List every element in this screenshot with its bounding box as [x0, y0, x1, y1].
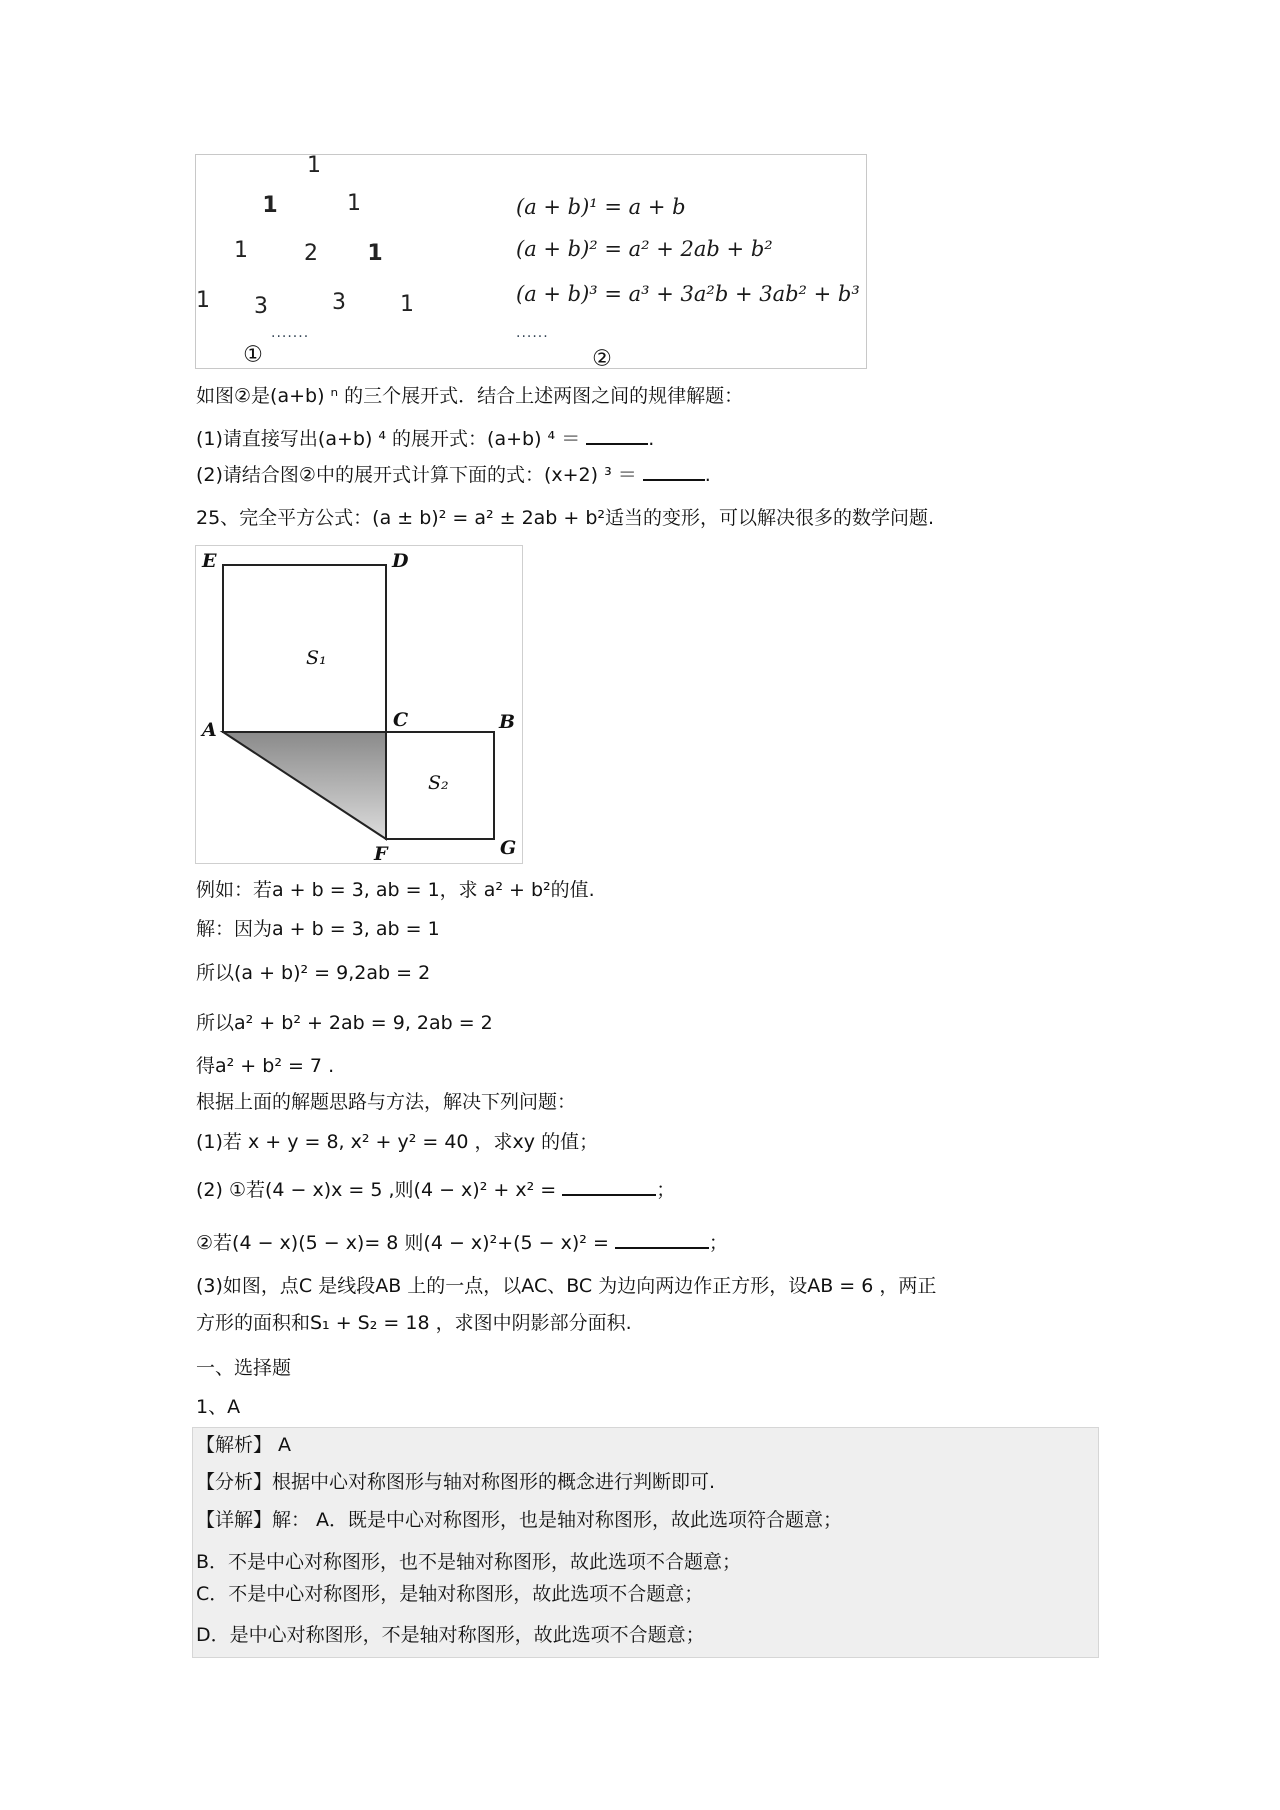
pascal-number: 1	[196, 288, 210, 313]
point-g-label: G	[500, 837, 517, 859]
point-d-label: D	[392, 550, 409, 572]
q24-part1-text: (1)请直接写出(a+b) ⁴ 的展开式：(a+b) ⁴ ＝	[196, 428, 581, 450]
answer-blank[interactable]	[562, 1176, 656, 1196]
pascal-number: 1	[400, 292, 414, 317]
figure-label-2: ②	[592, 346, 612, 372]
answer-number: 1、A	[196, 1396, 241, 1418]
problem-2a-text: (2) ①若(4 − x)x = 5 ,则(4 − x)² + x² =	[196, 1179, 557, 1201]
pascal-number: 2	[304, 241, 318, 266]
analysis-summary: 【分析】根据中心对称图形与轴对称图形的概念进行判断即可.	[196, 1471, 716, 1493]
q24-part2	[196, 461, 711, 487]
semicolon: ；	[656, 1179, 676, 1201]
expansion-1: (a + b)¹ = a + b	[516, 195, 686, 219]
point-c-label: C	[393, 709, 409, 731]
task-intro: 根据上面的解题思路与方法，解决下列问题：	[196, 1091, 577, 1113]
solution-line-4: 得a² + b² = 7 .	[196, 1055, 335, 1077]
period: .	[704, 464, 711, 486]
solution-line-3: 所以a² + b² + 2ab = 9, 2ab = 2	[196, 1012, 493, 1034]
problem-1: (1)若 x + y = 8, x² + y² = 40 ，求xy 的值；	[196, 1131, 599, 1153]
squares-figure	[195, 545, 523, 864]
point-e-label: E	[202, 550, 217, 572]
pascal-number: 1	[367, 241, 383, 266]
pascal-number: 1	[347, 191, 361, 216]
option-c-explanation: C．不是中心对称图形，是轴对称图形，故此选项不合题意；	[196, 1583, 704, 1605]
solution-line-1: 解：因为a + b = 3, ab = 1	[196, 918, 440, 940]
semicolon: ；	[708, 1232, 728, 1254]
problem-2b	[196, 1229, 728, 1255]
answer-blank[interactable]	[643, 461, 705, 481]
pascal-number: 3	[254, 294, 268, 319]
option-d-explanation: D．是中心对称图形，不是轴对称图形，故此选项不合题意；	[196, 1624, 705, 1646]
period: .	[648, 428, 655, 450]
detailed-solution: 【详解】解： A．既是中心对称图形，也是轴对称图形，故此选项符合题意；	[196, 1509, 843, 1531]
pascal-number: 1	[234, 238, 248, 263]
problem-2a	[196, 1176, 675, 1202]
section-heading: 一、选择题	[196, 1357, 292, 1379]
q24-intro: 如图②是(a+b) ⁿ 的三个展开式．结合上述两图之间的规律解题：	[196, 385, 744, 407]
square-s1	[223, 565, 386, 732]
point-f-label: F	[374, 843, 388, 863]
answer-blank[interactable]	[586, 425, 648, 445]
area-s2-label: S₂	[428, 772, 449, 794]
problem-3-line-2: 方形的面积和S₁ + S₂ = 18 ，求图中阴影部分面积.	[196, 1312, 632, 1334]
expansion-2: (a + b)² = a² + 2ab + b²	[516, 237, 773, 261]
expansion-3: (a + b)³ = a³ + 3a²b + 3ab² + b³	[516, 282, 860, 306]
q24-part1	[196, 425, 654, 451]
point-a-label: A	[202, 719, 217, 741]
problem-2b-text: ②若(4 − x)(5 − x)= 8 则(4 − x)²+(5 − x)² =	[196, 1232, 609, 1254]
pascal-number: 3	[332, 290, 346, 315]
shaded-triangle	[223, 732, 386, 839]
pascal-dots: ·······	[271, 329, 310, 345]
option-b-explanation: B．不是中心对称图形，也不是轴对称图形，故此选项不合题意；	[196, 1551, 742, 1573]
area-s1-label: S₁	[306, 647, 327, 669]
pascal-number: 1	[262, 193, 278, 218]
problem-3-line-1: (3)如图，点C 是线段AB 上的一点，以AC、BC 为边向两边作正方形，设AB = 6 ，两正	[196, 1275, 937, 1297]
q25-title: 25、完全平方公式：(a ± b)² = a² ± 2ab + b²适当的变形，可以解决很多的数学问题.	[196, 507, 935, 529]
point-b-label: B	[499, 711, 516, 733]
q24-part2-text: (2)请结合图②中的展开式计算下面的式：(x+2) ³ ＝	[196, 464, 637, 486]
figure-label-1: ①	[243, 342, 263, 368]
pascal-number: 1	[307, 153, 321, 178]
solution-line-2: 所以(a + b)² = 9,2ab = 2	[196, 962, 431, 984]
example-line: 例如：若a + b = 3, ab = 1，求 a² + b²的值.	[196, 879, 595, 901]
expansion-dots: ······	[516, 329, 549, 345]
squares-diagram	[196, 546, 522, 863]
analysis-answer: 【解析】 A	[196, 1434, 292, 1456]
answer-blank[interactable]	[615, 1229, 709, 1249]
